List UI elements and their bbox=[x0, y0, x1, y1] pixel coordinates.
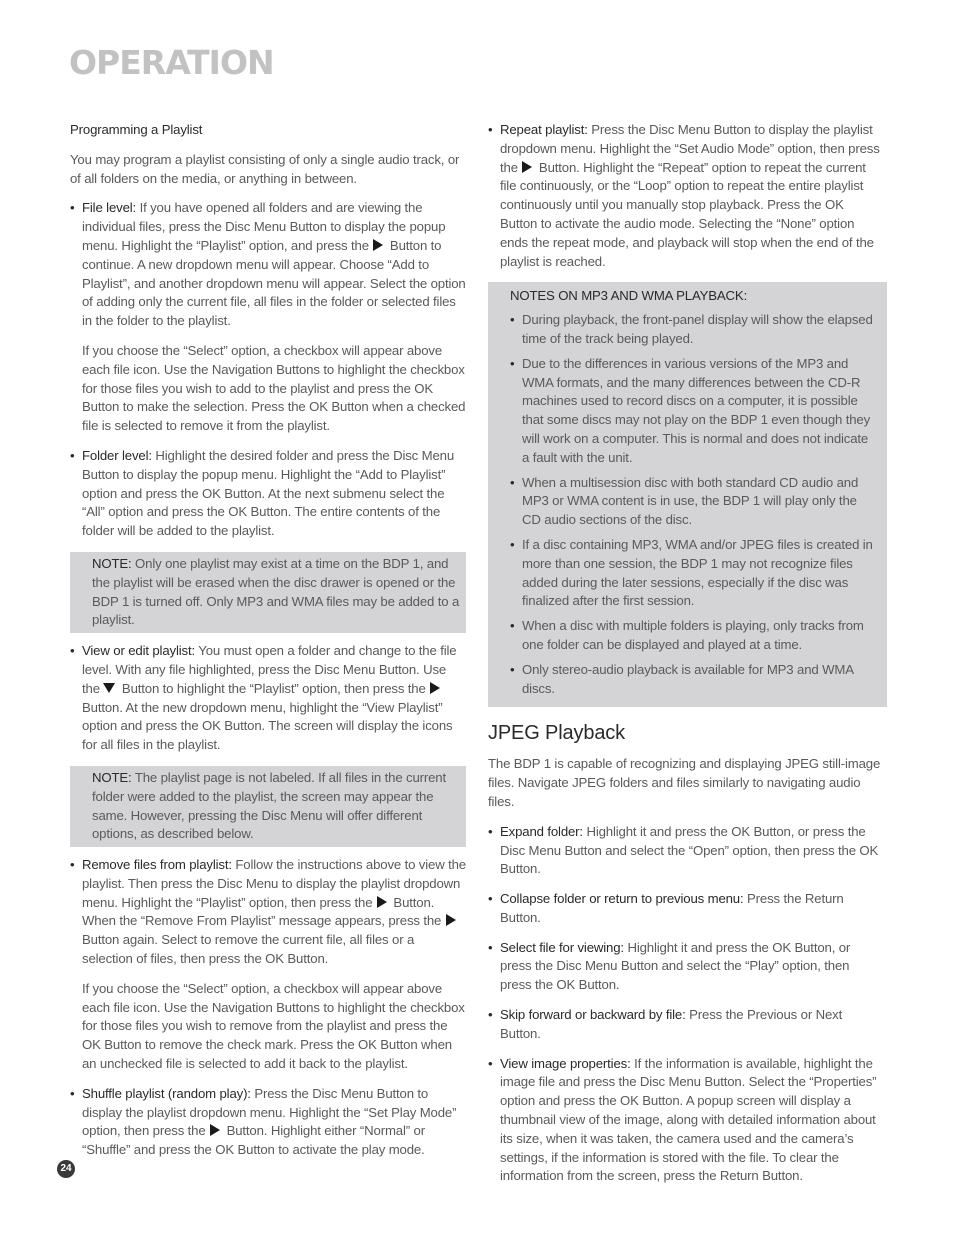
down-arrow-icon bbox=[103, 683, 115, 693]
jpeg-intro-paragraph: The BDP 1 is capable of recognizing and displaying JPEG still-image files. Navigate JPEG folders and files similarly to navigating audio files. bbox=[488, 756, 881, 809]
bullet-label: Shuffle playlist (random play): bbox=[82, 1085, 251, 1101]
file-level-select-paragraph: If you choose the “Select” option, a checkbox will appear above each file icon. Use the Navigation Buttons to highlight the checkbox for those files you wish to add to the playlist and press the OK Button to make the selection. Press the OK Button when a checked file is selected to remove it from the playlist. bbox=[82, 342, 466, 434]
right-arrow-icon bbox=[373, 239, 383, 251]
bullet-view-edit-playlist: • View or edit playlist: You must open a folder and change to the file level. With any file highlighted, press the Disc Menu Button. Use the Button to highlight the “Playlist” option, then press the Button. At the new dropdown menu, highlight the “View Playlist” option and press the OK Button. The screen will display the icons for all files in the playlist. bbox=[70, 642, 466, 755]
bullet-folder-level: • Folder level: Highlight the desired folder and press the Disc Menu Button to display the popup menu. Highlight the “Add to Playlist” option and press the OK Button. At the next submenu select the “All” option and press the OK Button. The entire contents of the folder will be added to the playlist. bbox=[70, 447, 466, 541]
bullet-label: Skip forward or backward by file: bbox=[500, 1007, 686, 1023]
jpeg-section-heading: JPEG Playback bbox=[488, 722, 625, 745]
page-title: OPERATION bbox=[69, 43, 274, 82]
bullet-label: File level: bbox=[82, 200, 137, 216]
note-item: • Only stereo-audio playback is available for MP3 and WMA discs. bbox=[510, 661, 875, 699]
right-arrow-icon bbox=[377, 896, 387, 908]
bullet-label: Remove files from playlist: bbox=[82, 857, 232, 873]
right-arrow-icon bbox=[522, 161, 532, 173]
note-box-playlist-page: NOTE: The playlist page is not labeled. If all files in the current folder were added to the playlist, the screen may appear the same. However, pressing the Disc Menu will offer different options, as described below. bbox=[70, 766, 466, 847]
remove-files-select-paragraph: If you choose the “Select” option, a checkbox will appear above each file icon. Use the Navigation Buttons to highlight the checkbox for those files you wish to remove from the playlist and press the OK Button to remove the check mark. Press the OK Button when an unchecked file is selected to add it back to the playlist. bbox=[82, 980, 465, 1072]
right-arrow-icon bbox=[446, 914, 456, 926]
right-arrow-icon bbox=[210, 1124, 220, 1136]
bullet-label: Folder level: bbox=[82, 447, 152, 463]
note-label: NOTE: bbox=[92, 555, 132, 571]
bullet-skip-file: • Skip forward or backward by file: Press the Previous or Next Button. bbox=[488, 1006, 884, 1044]
note-box-playlist: NOTE: Only one playlist may exist at a time on the BDP 1, and the playlist will be erased when the disc drawer is opened or the BDP 1 is turned off. Only MP3 and WMA files may be added to a playlist. bbox=[70, 552, 466, 633]
bullet-repeat-playlist: • Repeat playlist: Press the Disc Menu Button to display the playlist dropdown menu. Highlight the “Set Audio Mode” option, then press the Button. Highlight the “Repeat” option to repeat the current file continuously, or the “Loop” option to repeat the entire playlist continuously until you manually stop playback. Press the OK Button to activate the audio mode. Selecting the “None” option ends the repeat mode, and playback will stop when the end of the playlist is reached. bbox=[488, 121, 884, 271]
page-number-badge: 24 bbox=[57, 1160, 75, 1178]
right-column bbox=[488, 121, 884, 1197]
note-item: • If a disc containing MP3, WMA and/or JPEG files is created in more than one session, the BDP 1 may not recognize files added during the later sessions, especially if the disc was finalized after the first session. bbox=[510, 536, 875, 611]
note-item: • During playback, the front-panel display will show the elapsed time of the track being played. bbox=[510, 311, 875, 349]
note-label: NOTE: bbox=[92, 769, 132, 785]
bullet-remove-files: • Remove files from playlist: Follow the instructions above to view the playlist. Then press the Disc Menu to display the playlist dropdown menu. Highlight the “Playlist” option, then press the Button. When the “Remove From Playlist” message appears, press the Button again. Select to remove the current file, all files or a selection of files, then press the OK Button. bbox=[70, 856, 466, 969]
bullet-label: Select file for viewing: bbox=[500, 939, 624, 955]
note-item: • Due to the differences in various versions of the MP3 and WMA formats, and the many differences between the CD-R machines used to record discs on a computer, it is possible that some discs may not play on the BDP 1 even though they will work on a computer. This is normal and does not indicate a fault with the unit. bbox=[510, 355, 875, 468]
note-item: • When a multisession disc with both standard CD audio and MP3 or WMA content is in use, the BDP 1 will play only the CD audio sections of the disc. bbox=[510, 474, 875, 530]
bullet-label: View image properties: bbox=[500, 1055, 631, 1071]
bullet-collapse-folder: • Collapse folder or return to previous menu: Press the Return Button. bbox=[488, 890, 884, 928]
bullet-expand-folder: • Expand folder: Highlight it and press the OK Button, or press the Disc Menu Button and select the “Open” option, then press the OK Button. bbox=[488, 823, 884, 879]
notes-box-mp3-wma bbox=[488, 282, 887, 707]
section-subheading: Programming a Playlist bbox=[70, 122, 203, 137]
bullet-file-level: • File level: If you have opened all folders and are viewing the individual files, press the Disc Menu Button to display the popup menu. Highlight the “Playlist” option, and press the Button to continue. A new dropdown menu will appear. Choose “Add to Playlist”, and another dropdown menu will appear. Select the option of adding only the current file, all files in the folder or selected files in the folder to the playlist. bbox=[70, 199, 466, 331]
intro-paragraph: You may program a playlist consisting of only a single audio track, or of all folders on the media, or anything in between. bbox=[70, 151, 460, 186]
bullet-view-image-properties: • View image properties: If the information is available, highlight the image file and press the Disc Menu Button. Select the “Properties” option and press the OK Button. A popup screen will display a thumbnail view of the image, along with detailed information about its size, when it was taken, the camera used and the camera’s settings, if the information is stored with the file. To clear the information from the screen, press the Return Button. bbox=[488, 1055, 884, 1187]
note-item: • When a disc with multiple folders is playing, only tracks from one folder can be displayed and played at a time. bbox=[510, 617, 875, 655]
bullet-label: View or edit playlist: bbox=[82, 643, 195, 659]
bullet-label: Expand folder: bbox=[500, 823, 583, 839]
bullet-label: Repeat playlist: bbox=[500, 122, 588, 137]
bullet-label: Collapse folder or return to previous menu: bbox=[500, 891, 744, 907]
left-column bbox=[70, 121, 466, 1171]
bullet-select-file: • Select file for viewing: Highlight it and press the OK Button, or press the Disc Menu Button and select the “Play” option, then press the OK Button. bbox=[488, 939, 884, 995]
notes-heading: NOTES ON MP3 AND WMA PLAYBACK: bbox=[510, 288, 748, 304]
right-arrow-icon bbox=[430, 682, 440, 694]
bullet-shuffle-playlist: • Shuffle playlist (random play): Press the Disc Menu Button to display the playlist dropdown menu. Highlight the “Set Play Mode” option, then press the Button. Highlight either “Normal” or “Shuffle” and press the OK Button to activate the play mode. bbox=[70, 1085, 466, 1160]
